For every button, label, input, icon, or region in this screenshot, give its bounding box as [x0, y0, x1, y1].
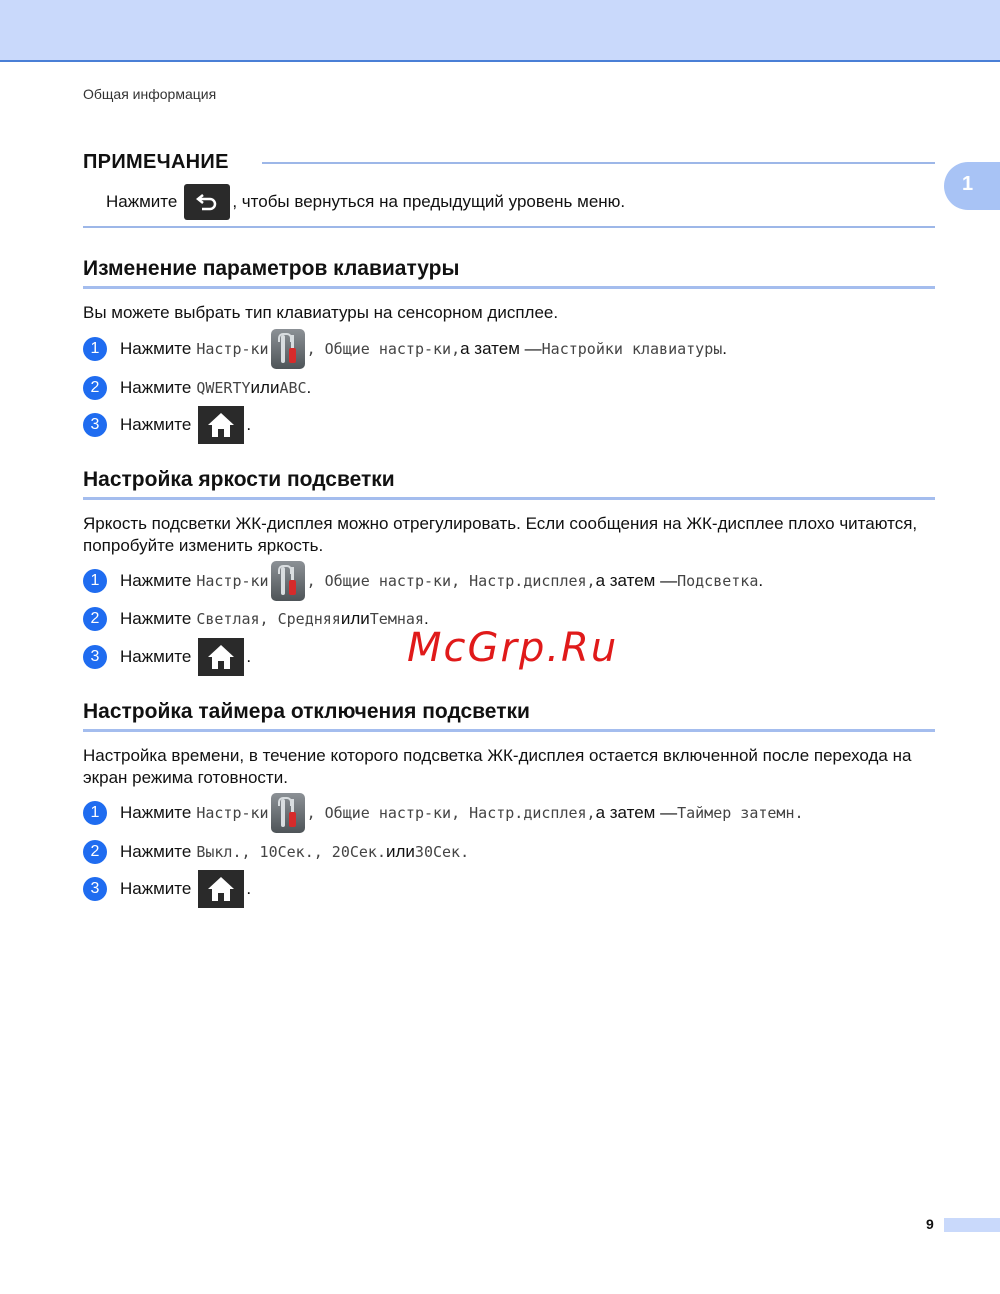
menu-item: Настройки клавиатуры	[541, 340, 723, 358]
option: Светлая, Средняя	[196, 610, 341, 628]
step-press: Нажмите	[120, 647, 192, 666]
note-after: , чтобы вернуться на предыдущий уровень меню.	[232, 192, 626, 211]
settings-tools-icon	[271, 793, 305, 833]
option: QWERTY	[196, 379, 251, 397]
option: Выкл., 10Сек., 20Сек.	[196, 843, 386, 861]
menu-item: Настр-ки	[196, 572, 269, 590]
step-end: .	[758, 571, 764, 590]
menu-item: , Общие настр-ки,	[306, 340, 461, 358]
step-end: .	[246, 647, 252, 666]
step-number: 2	[83, 607, 107, 631]
page-number: 9	[926, 1216, 934, 1232]
section-title: Настройка таймера отключения подсветки	[83, 700, 530, 723]
step	[83, 373, 311, 403]
section-rule	[83, 497, 935, 500]
step-press: Нажмите	[120, 803, 192, 822]
section-paragraph: Вы можете выбрать тип клавиатуры на сенсорном дисплее.	[83, 303, 559, 322]
step-end: .	[722, 339, 727, 358]
step	[83, 874, 251, 904]
step-end: .	[423, 609, 429, 628]
step-number: 2	[83, 840, 107, 864]
chapter-tab: 1	[944, 162, 1000, 210]
step-press: Нажмите	[120, 415, 192, 434]
step-number: 1	[83, 569, 107, 593]
step-number: 3	[83, 877, 107, 901]
section-paragraph: Настройка времени, в течение которого подсветка ЖК-дисплея остается включенной после перехода на экран режима готовности.	[83, 746, 912, 787]
step-and-then: а затем —	[595, 803, 678, 822]
settings-tools-icon	[271, 561, 305, 601]
note-text	[106, 184, 625, 220]
option: 30Сек.	[414, 843, 470, 861]
settings-tools-icon	[271, 329, 305, 369]
step	[83, 798, 804, 828]
step-press: Нажмите	[120, 378, 192, 397]
step-press: Нажмите	[120, 842, 192, 861]
step-press: Нажмите	[120, 339, 192, 358]
menu-item: , Общие настр-ки, Настр.дисплея,	[306, 804, 596, 822]
step-press: Нажмите	[120, 609, 192, 628]
step-or: или	[340, 609, 370, 628]
watermark: McGrp.Ru	[407, 625, 619, 671]
menu-item: Подсветка	[677, 572, 759, 590]
step	[83, 566, 763, 596]
step-end: .	[246, 415, 252, 434]
page-bar	[944, 1218, 1000, 1232]
option: ABC	[279, 379, 307, 397]
menu-item: Настр-ки	[196, 340, 269, 358]
note-before: Нажмите	[106, 192, 178, 211]
step	[83, 410, 251, 440]
step-end: .	[306, 378, 312, 397]
section-paragraph: Яркость подсветки ЖК-дисплея можно отрегулировать. Если сообщения на ЖК-дисплее плохо читаются, попробуйте изменить яркость.	[83, 514, 918, 555]
running-title: Общая информация	[83, 86, 217, 102]
step-number: 2	[83, 376, 107, 400]
home-icon	[198, 870, 244, 908]
step	[83, 334, 727, 364]
step	[83, 604, 429, 634]
step-and-then: а затем —	[460, 339, 542, 358]
step-number: 3	[83, 645, 107, 669]
header-rule	[0, 60, 1000, 62]
step-press: Нажмите	[120, 571, 192, 590]
step-or: или	[386, 842, 415, 861]
back-icon	[184, 184, 230, 220]
home-icon	[198, 638, 244, 676]
note-rule-bottom	[83, 226, 935, 228]
home-icon	[198, 406, 244, 444]
step-or: или	[250, 378, 280, 397]
section-title: Изменение параметров клавиатуры	[83, 257, 460, 280]
step-and-then: а затем —	[595, 571, 678, 590]
step-end: .	[246, 879, 252, 898]
menu-item: Настр-ки	[196, 804, 269, 822]
menu-item: Таймер затемн.	[677, 804, 804, 822]
section-rule	[83, 286, 935, 289]
step	[83, 837, 469, 867]
menu-item: , Общие настр-ки, Настр.дисплея,	[306, 572, 596, 590]
step-number: 3	[83, 413, 107, 437]
section-rule	[83, 729, 935, 732]
note-rule-top	[262, 162, 935, 164]
header-band	[0, 0, 1000, 60]
step-number: 1	[83, 801, 107, 825]
note-title: ПРИМЕЧАНИЕ	[83, 151, 229, 173]
step	[83, 642, 251, 672]
step-press: Нажмите	[120, 879, 192, 898]
step-number: 1	[83, 337, 107, 361]
option: Темная	[369, 610, 424, 628]
section-title: Настройка яркости подсветки	[83, 468, 395, 491]
